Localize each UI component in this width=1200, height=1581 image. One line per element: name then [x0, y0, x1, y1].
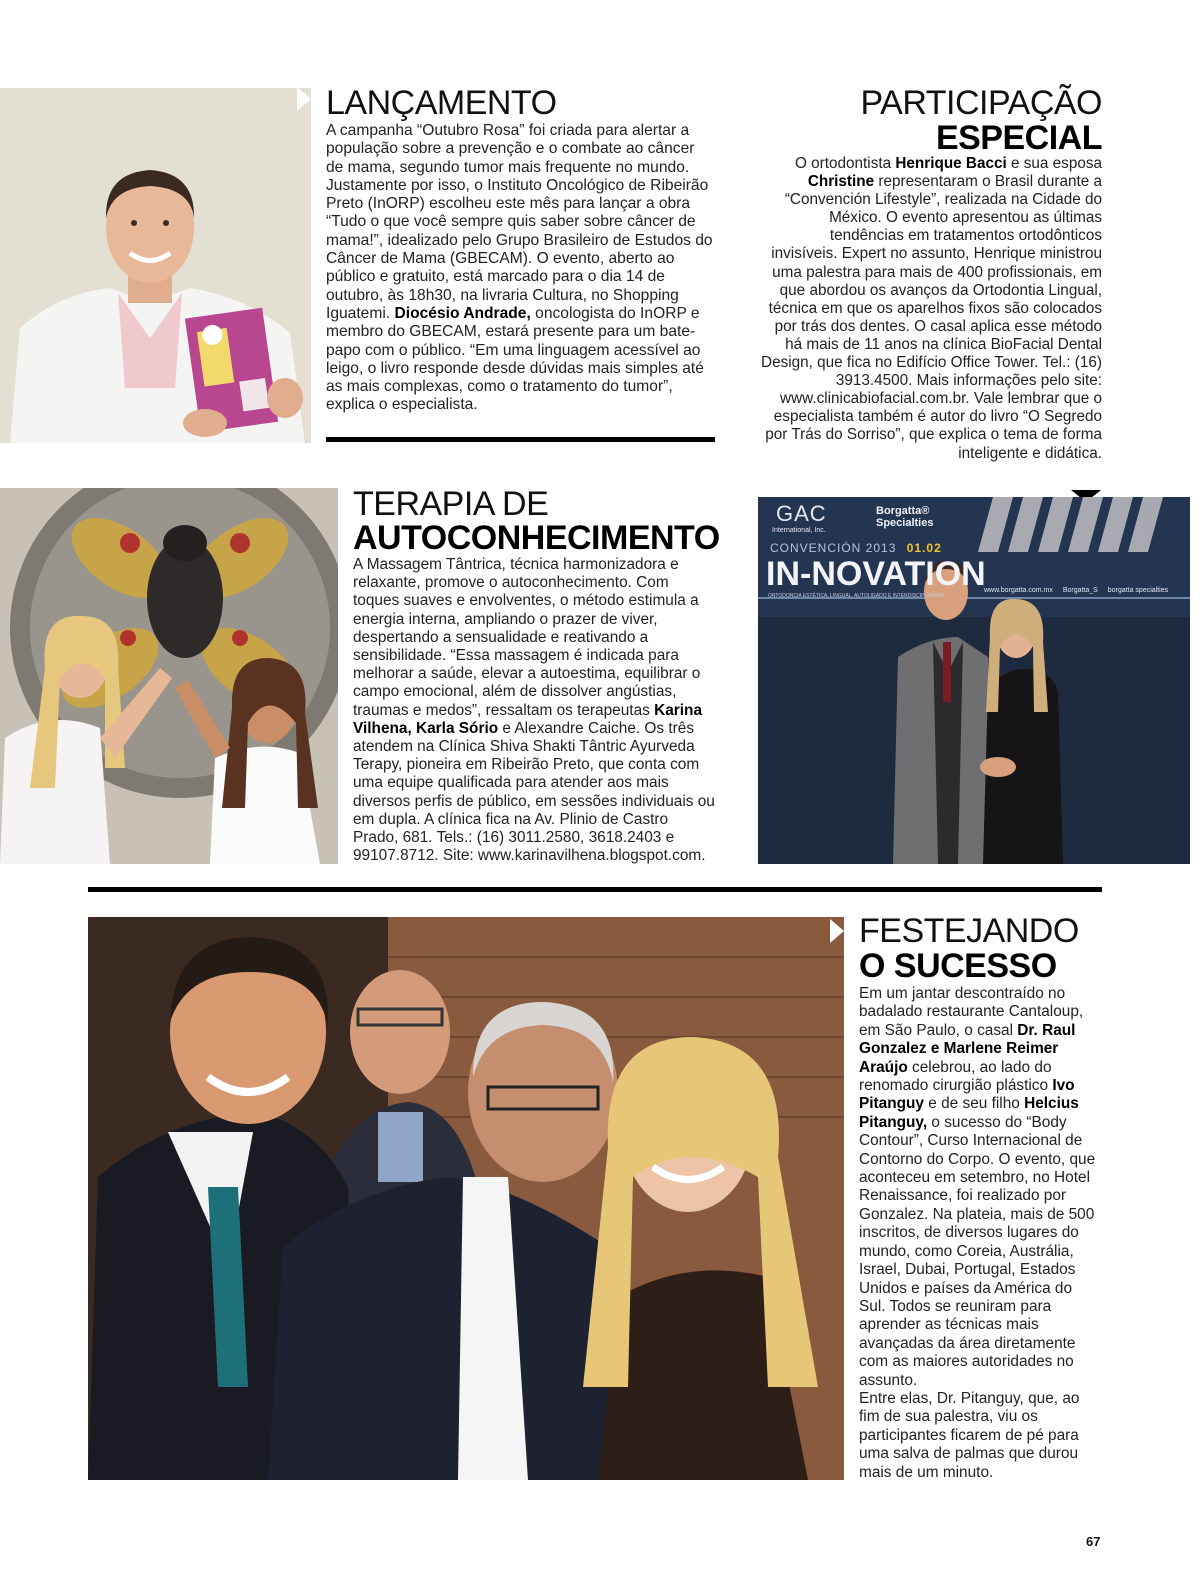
backdrop-headline: IN-NOVATION: [766, 555, 986, 593]
lancamento-arrow-icon: [297, 87, 311, 111]
backdrop-logo-gac-sub: International, Inc.: [772, 527, 826, 534]
lancamento-title: LANÇAMENTO: [326, 84, 557, 122]
participacao-title-bold: ESPECIAL: [935, 119, 1102, 157]
doctor-with-book-photo: [0, 88, 311, 443]
festejando-title-light: FESTEJANDO: [859, 912, 1079, 950]
festejando-title-bold: O SUCESSO: [859, 947, 1057, 985]
festejando-bold-2: Ivo Pitanguy: [859, 1077, 1075, 1113]
backdrop-dates: 01.02: [906, 541, 942, 555]
backdrop-social-1: Borgatta_S: [1062, 587, 1098, 594]
terapia-text-2: e Alexandre Caiche. Os três atendem na Clínica Shiva Shakti Tântric Ayurveda Terapy, pioneira em Ribeirão Preto, que conta com uma equipe qualificada para atender aos mais diversos perfis de público, em sessões individuais ou em dupla. A clínica fica na Av. Plinio de Castro Prado, 681. Tels.: (16) 3011.2580, 3618.2403 e 99107.8712. Site: www.karinavilhena.blogspot.com.: [353, 719, 715, 865]
terapia-bold-names: Karina Vilhena, Karla Sório: [353, 701, 703, 737]
participacao-body: [760, 155, 1102, 463]
festejando-text-2: celebrou, ao lado do renomado cirurgião plástico: [859, 1058, 1053, 1095]
participacao-bold-1: Henrique Bacci: [895, 155, 1007, 172]
lancamento-text-1: A campanha “Outubro Rosa” foi criada para alertar a população sobre a prevenção e o combate ao câncer de mama, segundo tumor mais frequente no mundo. Justamente por isso, o Instituto Oncológico de Ribeirão Preto (InORP) escolheu este mês para lançar a obra “Tudo o que você sempre quis saber sobre câncer de mama!”, idealizado pelo Grupo Brasileiro de Estudos do Câncer de Mama (GBECAM). O evento, aberto ao público e gratuito, está marcado para o dia 14 de outubro, às 18h30, na livraria Cultura, no Shopping Iguatemi.: [326, 122, 713, 322]
therapists-buddha-photo: [0, 488, 338, 864]
page-number: 67: [1086, 1534, 1101, 1549]
participacao-bold-2: Christine: [807, 173, 875, 191]
lancamento-body: [326, 122, 716, 415]
backdrop-social-2: borgatta specialties: [1107, 587, 1169, 594]
event-couple-photo: [758, 497, 1190, 864]
backdrop-logo-gac: GAC: [776, 501, 827, 526]
terapia-title-light: TERAPIA DE: [353, 485, 549, 523]
section-divider-rule: [88, 887, 1102, 892]
backdrop-convention-year: CONVENCIÓN 2013: [770, 541, 897, 555]
backdrop-convention: [770, 541, 942, 555]
festejando-body: [859, 985, 1102, 1482]
backdrop-site: [984, 587, 1168, 594]
terapia-body: [353, 556, 715, 865]
backdrop-site-url: www.borgatta.com.mx: [984, 587, 1053, 594]
participacao-title-light: PARTICIPAÇÃO: [860, 84, 1102, 122]
dinner-group-photo: [88, 917, 844, 1480]
terapia-title-bold: AUTOCONHECIMENTO: [353, 519, 720, 557]
participacao-text-3: representaram o Brasil durante a “Convención Lifestyle”, realizada na Cidade do México. O evento apresentou as últimas tendências em tratamentos ortodônticos invisíveis. Expert no assunto, Henrique ministrou uma palestra para mais de 400 profissionais, em que abordou os avanços da Ortodontia Lingual, técnica em que os aparelhos fixos são colocados por trás dos dentes. O casal aplica esse método há mais de 11 anos na clínica BioFacial Dental Design, que fica no Edifício Office Tower. Tel.: (16) 3913.4500. Mais informações pelo site: www.clinicabiofacial.com.br. Vale lembrar que o especialista também é autor do livro “O Segredo por Trás do Sorriso”, que explica o tema de forma inteligente e didática.: [761, 173, 1102, 462]
backdrop-tagline: ORTODONCIA ESTÉTICA, LINGUAL, AUTOLIGADO E INTERDISCIPLINARIA: [768, 593, 944, 599]
festejando-text-5: Entre elas, Dr. Pitanguy, que, ao fim de sua palestra, viu os participantes ficarem de pé para uma salva de palmas que durou mais de um minuto.: [859, 1389, 1080, 1481]
festejando-bold-3: Helcius Pitanguy,: [859, 1095, 1079, 1131]
lancamento-rule: [326, 437, 715, 442]
lancamento-text-2: oncologista do InORP e membro do GBECAM, estará presente para um bate-papo com o público. “Em uma linguagem acessível ao leigo, o livro responde desde dúvidas mais simples até as mais complexas, como o tratamento do tumor”, explica o especialista.: [326, 304, 704, 414]
backdrop-logo-borgatta: Borgatta® Specialties: [876, 505, 934, 529]
festejando-text-3: e de seu filho: [924, 1095, 1025, 1113]
terapia-text-1: A Massagem Tântrica, técnica harmonizadora e relaxante, promove o autoconhecimento. Com toques suaves e envolventes, o método estimula a energia interna, ampliando o prazer de viver, despertando a sensualidade e reativando a sensibilidade. “Essa massagem é indicada para melhorar a saúde, elevar a autoestima, equilibrar o campo emocional, além de dissolver angústias, traumas e medos”, ressaltam os terapeutas: [353, 556, 701, 719]
festejando-bold-1: Dr. Raul Gonzalez e Marlene Reimer Araújo: [859, 1021, 1076, 1076]
festejando-text-4: o sucesso do “Body Contour”, Curso Internacional de Contorno do Corpo. O evento, que aconteceu em setembro, no Hotel Renaissance, foi realizado por Gonzalez. Na plateia, mais de 500 inscritos, de diversos lugares do mundo, como Coreia, Austrália, Israel, Dubai, Portugal, Estados Unidos e países da América do Sul. Todos se reuniram para aprender as técnicas mais avançadas da área diretamente com as maiores autoridades no assunto.: [859, 1113, 1096, 1389]
participacao-text-2: e sua esposa: [1006, 155, 1102, 172]
participacao-text-1: O ortodontista: [795, 155, 896, 172]
festejando-arrow-icon: [830, 919, 844, 943]
festejando-text-1: Em um jantar descontraído no badalado restaurante Cantaloup, em São Paulo, o casal: [859, 985, 1084, 1039]
lancamento-bold-name: Diocésio Andrade,: [394, 304, 531, 322]
